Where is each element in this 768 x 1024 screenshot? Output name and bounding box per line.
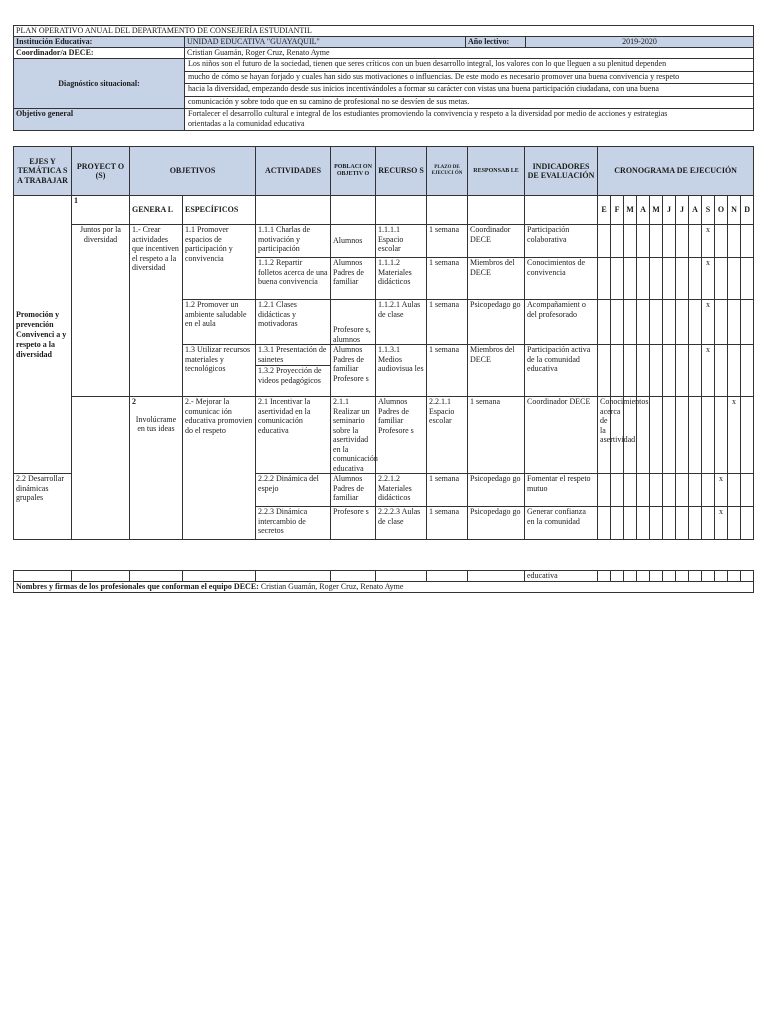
- objetivo-general: 1.- Crear actividades que incentiven el respeto a la diversidad: [130, 225, 183, 397]
- poblacion: Alumnos Padres de familiar: [331, 258, 376, 300]
- month-header: A: [637, 196, 650, 225]
- empty-cell: [376, 196, 427, 225]
- actividad: 2.2.2 Dinámica del espejo: [256, 474, 331, 507]
- actividad: 1.3.1 Presentación de sainetes: [256, 345, 330, 366]
- objetivo-line: orientadas a la comunidad educativa: [188, 118, 305, 128]
- poblacion: Profesore s, alumnos: [331, 300, 376, 345]
- recurso: 1.1.1.2 Materiales didácticos: [376, 258, 427, 300]
- month-header: A: [689, 196, 702, 225]
- schedule-mark: x: [702, 345, 715, 397]
- document-title: PLAN OPERATIVO ANUAL DEL DEPARTAMENTO DE CONSEJERÍA ESTUDIANTIL: [14, 26, 754, 37]
- plan-table: [13, 146, 754, 540]
- col-responsable: RESPONSAB LE: [468, 147, 525, 196]
- col-objetivos: OBJETIVOS: [130, 147, 256, 196]
- indicador: Generar confianza en la comunidad: [525, 507, 598, 540]
- actividad: 2.1.1 Realizar un seminario sobre la asertividad en la comunicación educativa: [331, 397, 376, 474]
- empty-cell: [468, 196, 525, 225]
- institucion-value: UNIDAD EDUCATIVA "GUAYAQUIL": [185, 37, 466, 48]
- month-header: D: [741, 196, 754, 225]
- empty-cell: [427, 196, 468, 225]
- col-plazo: PLAZO DE EJECUCI ÓN: [427, 147, 468, 196]
- objetivo-text: [185, 109, 754, 131]
- project-2-cell: [130, 397, 183, 540]
- col-recursos: RECURSO S: [376, 147, 427, 196]
- anio-label: Año lectivo:: [466, 37, 526, 48]
- project-number: 2: [132, 397, 136, 406]
- poblacion: Alumnos Padres de familiar: [331, 474, 376, 507]
- month-header: N: [728, 196, 741, 225]
- plazo: 1 semana: [427, 300, 468, 345]
- objetivo-especifico: 2.2 Desarrollar dinámicas grupales: [14, 474, 72, 540]
- month-header: O: [715, 196, 728, 225]
- poblacion: Alumnos Padres de familiar Profesore s: [331, 345, 376, 397]
- responsable: Miembros del DECE: [468, 258, 525, 300]
- month-header: S: [702, 196, 715, 225]
- recurso: 1.1.2.1 Aulas de clase: [376, 300, 427, 345]
- plazo: 1 semana: [468, 397, 525, 474]
- poblacion: Alumnos Padres de familiar Profesore s: [376, 397, 427, 474]
- indicador: Conocimientos de convivencia: [525, 258, 598, 300]
- actividad-group: [256, 345, 331, 397]
- empty-cell: [331, 196, 376, 225]
- diagnostico-line: comunicación y sobre todo que en su camino de profesional no se desvíen de sus metas.: [188, 96, 470, 106]
- plazo: 1 semana: [427, 474, 468, 507]
- eje-empty: [72, 397, 130, 540]
- carry-over-text: educativa: [525, 571, 598, 582]
- responsable: Psicopedago go: [468, 507, 525, 540]
- responsable: Psicopedago go: [468, 474, 525, 507]
- col-poblacion: POBLACI ON OBJETIV O: [331, 147, 376, 196]
- responsable: Coordinador DECE: [525, 397, 598, 474]
- month-header: M: [624, 196, 637, 225]
- poblacion: Profesore s: [331, 507, 376, 540]
- responsable: Miembros del DECE: [468, 345, 525, 397]
- plazo: 1 semana: [427, 345, 468, 397]
- diagnostico-text: [185, 59, 754, 109]
- schedule-mark: x: [715, 507, 728, 540]
- col-general: GENERA L: [130, 196, 183, 225]
- indicador: Fomentar el respeto mutuo: [525, 474, 598, 507]
- actividad: 1.3.2 Proyección de videos pedagógicos: [258, 366, 322, 385]
- schedule-mark: x: [702, 300, 715, 345]
- objetivo-especifico: 1.1 Promover espacios de participación y convivencia: [183, 225, 256, 300]
- project-name: Juntos por la diversidad: [72, 225, 130, 397]
- month-header: E: [598, 196, 611, 225]
- objetivo-especifico: 1.3 Utilizar recursos materiales y tecnológicos: [183, 345, 256, 397]
- month-header: F: [611, 196, 624, 225]
- responsable: Psicopedago go: [468, 300, 525, 345]
- col-actividades: ACTIVIDADES: [256, 147, 331, 196]
- eje-cell: Promoción y prevención Convivenci a y respeto a la diversidad: [14, 196, 72, 474]
- poblacion: Alumnos: [331, 225, 376, 258]
- actividad: 1.1.2 Repartir folletos acerca de una buena convivencia: [256, 258, 331, 300]
- diagnostico-line: Los niños son el futuro de la sociedad, tienen que seres críticos con un buen desarrollo integral, los valores con lo que lleguen a su plenitud dependen: [185, 59, 753, 72]
- recurso: 2.2.2.3 Aulas de clase: [376, 507, 427, 540]
- institucion-label: Institución Educativa:: [14, 37, 185, 48]
- recurso: 1.1.3.1 Medios audiovisua les: [376, 345, 427, 397]
- schedule-mark: x: [702, 225, 715, 258]
- plazo: 1 semana: [427, 507, 468, 540]
- col-cronograma: CRONOGRAMA DE EJECUCIÓN: [598, 147, 754, 196]
- coordinador-label: Coordinador/a DECE:: [14, 48, 185, 59]
- actividad: 1.2.1 Clases didácticas y motivadoras: [256, 300, 331, 345]
- indicador: Acompañamient o del profesorado: [525, 300, 598, 345]
- empty-cell: [256, 196, 331, 225]
- firmas-row: [14, 581, 754, 592]
- diagnostico-line: hacia la diversidad, empezando desde sus inicios incentivándoles a formar su carácter con vistas una buena participación ciudadana, con una buena: [185, 84, 753, 97]
- footer-table: [13, 570, 754, 593]
- schedule-mark: x: [715, 474, 728, 507]
- header-table: [13, 25, 754, 131]
- diagnostico-line: mucho de cómo se hayan forjado y cuales han sido sus motivaciones o influencias. De este modo es necesario promover una buena convivencia y respeto: [185, 72, 753, 85]
- objetivo-general: 2.- Mejorar la comunicac ión educativa promovien do el respeto: [183, 397, 256, 540]
- schedule-mark: x: [702, 258, 715, 300]
- firmas-value: Cristian Guamán, Roger Cruz, Renato Ayme: [260, 581, 404, 591]
- month-header: J: [663, 196, 676, 225]
- objetivo-especifico: 2.1 Incentivar la asertividad en la comunicación educativa: [256, 397, 331, 474]
- responsable: Coordinador DECE: [468, 225, 525, 258]
- objetivo-line: Fortalecer el desarrollo cultural e integral de los estudiantes promoviendo la convivencia y respeto a la diversidad por medio de acciones y estrategias: [188, 109, 668, 118]
- indicador: Conocimientos acerca de la asertividad: [598, 397, 611, 474]
- project-number: 1: [72, 196, 130, 225]
- col-ejes: EJES Y TEMÁTICA S A TRABAJAR: [14, 147, 72, 196]
- month-header: J: [676, 196, 689, 225]
- col-especificos: ESPECÍFICOS: [183, 196, 256, 225]
- indicador: Participación colaborativa: [525, 225, 598, 258]
- recurso: 2.2.1.2 Materiales didácticos: [376, 474, 427, 507]
- diagnostico-label: Diagnóstico situacional:: [14, 59, 185, 109]
- schedule-mark: x: [728, 397, 741, 474]
- col-indicadores: INDICADORES DE EVALUACIÓN: [525, 147, 598, 196]
- coordinador-value: Cristian Guamán, Roger Cruz, Renato Ayme: [185, 48, 754, 59]
- col-proyecto: PROYECT O (S): [72, 147, 130, 196]
- empty-cell: [525, 196, 598, 225]
- actividad: 2.2.3 Dinámica intercambio de secretos: [256, 507, 331, 540]
- recurso: 2.2.1.1 Espacio escolar: [427, 397, 468, 474]
- indicador: Participación activa de la comunidad educativa: [525, 345, 598, 397]
- actividad: 1.1.1 Charlas de motivación y participación: [256, 225, 331, 258]
- recurso: 1.1.1.1 Espacio escolar: [376, 225, 427, 258]
- plazo: 1 semana: [427, 258, 468, 300]
- project-name: Involúcrame en tus ideas: [135, 414, 177, 433]
- plazo: 1 semana: [427, 225, 468, 258]
- objetivo-label: Objetivo general: [14, 109, 185, 131]
- month-header: M: [650, 196, 663, 225]
- anio-value: 2019-2020: [526, 37, 754, 48]
- objetivo-especifico: 1.2 Promover un ambiente saludable en el aula: [183, 300, 256, 345]
- firmas-label: Nombres y firmas de los profesionales que conforman el equipo DECE:: [16, 581, 259, 591]
